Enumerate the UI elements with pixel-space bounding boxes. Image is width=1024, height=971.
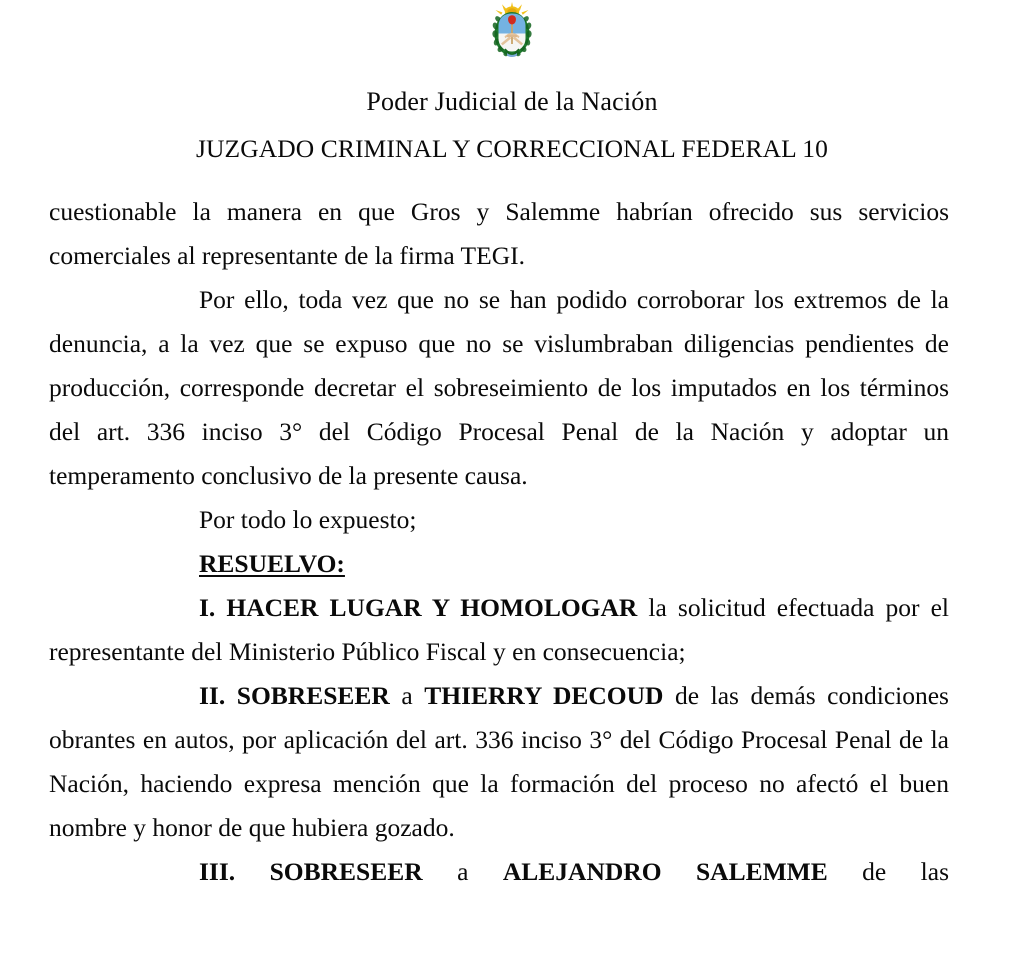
resolution-item-3-bold-name: ALEJANDRO SALEMME	[502, 857, 828, 886]
resolution-item-3-mid: a	[422, 857, 503, 886]
resolution-item-3-rest: de las	[827, 857, 949, 886]
document-body	[49, 190, 949, 938]
emblem-container	[0, 2, 1024, 60]
paragraph-por-ello: Por ello, toda vez que no se han podido corroborar los extremos de la denuncia, a la vez que se expuso que no se vislumbraban diligencias pendientes de producción, corresponde decretar el sobreseimiento de los imputados en los términos del art. 336 inciso 3° del Código Procesal Penal de la Nación y adoptar un temperamento conclusivo de la presente causa.	[49, 285, 949, 490]
resolution-item-1-bold: I. HACER LUGAR Y HOMOLOGAR	[199, 593, 638, 622]
argentine-coat-of-arms-icon	[489, 2, 535, 60]
resolution-item-3-partial	[49, 850, 949, 938]
resolution-item-2-mid: a	[389, 681, 425, 710]
document-header	[0, 86, 1024, 164]
resolution-item-2-bold-action: II. SOBRESEER	[199, 681, 390, 710]
resolution-item-1-rest: la solicitud efectuada por el representante del Ministerio Público Fiscal y en consecuencia;	[49, 593, 949, 666]
paragraph-continuation: cuestionable la manera en que Gros y Salemme habrían ofrecido sus servicios comerciales al representante de la firma TEGI.	[49, 197, 949, 270]
resolution-item-3-bold-action: III. SOBRESEER	[199, 857, 423, 886]
resuelvo-heading: RESUELVO:	[199, 549, 345, 578]
resolution-item-1	[49, 586, 949, 674]
resolution-item-2-rest: de las demás condiciones obrantes en autos, por aplicación del art. 336 inciso 3° del Código Procesal Penal de la Nación, haciendo expresa mención que la formación del proceso no afectó el buen nombre y honor de que hubiera gozado.	[49, 681, 949, 842]
header-institution: Poder Judicial de la Nación	[366, 87, 658, 116]
paragraph-por-todo-lo-expuesto: Por todo lo expuesto;	[199, 505, 417, 534]
header-court: JUZGADO CRIMINAL Y CORRECCIONAL FEDERAL 10	[195, 134, 828, 163]
resolution-item-2	[49, 674, 949, 850]
resolution-item-2-bold-name: THIERRY DECOUD	[424, 681, 664, 710]
